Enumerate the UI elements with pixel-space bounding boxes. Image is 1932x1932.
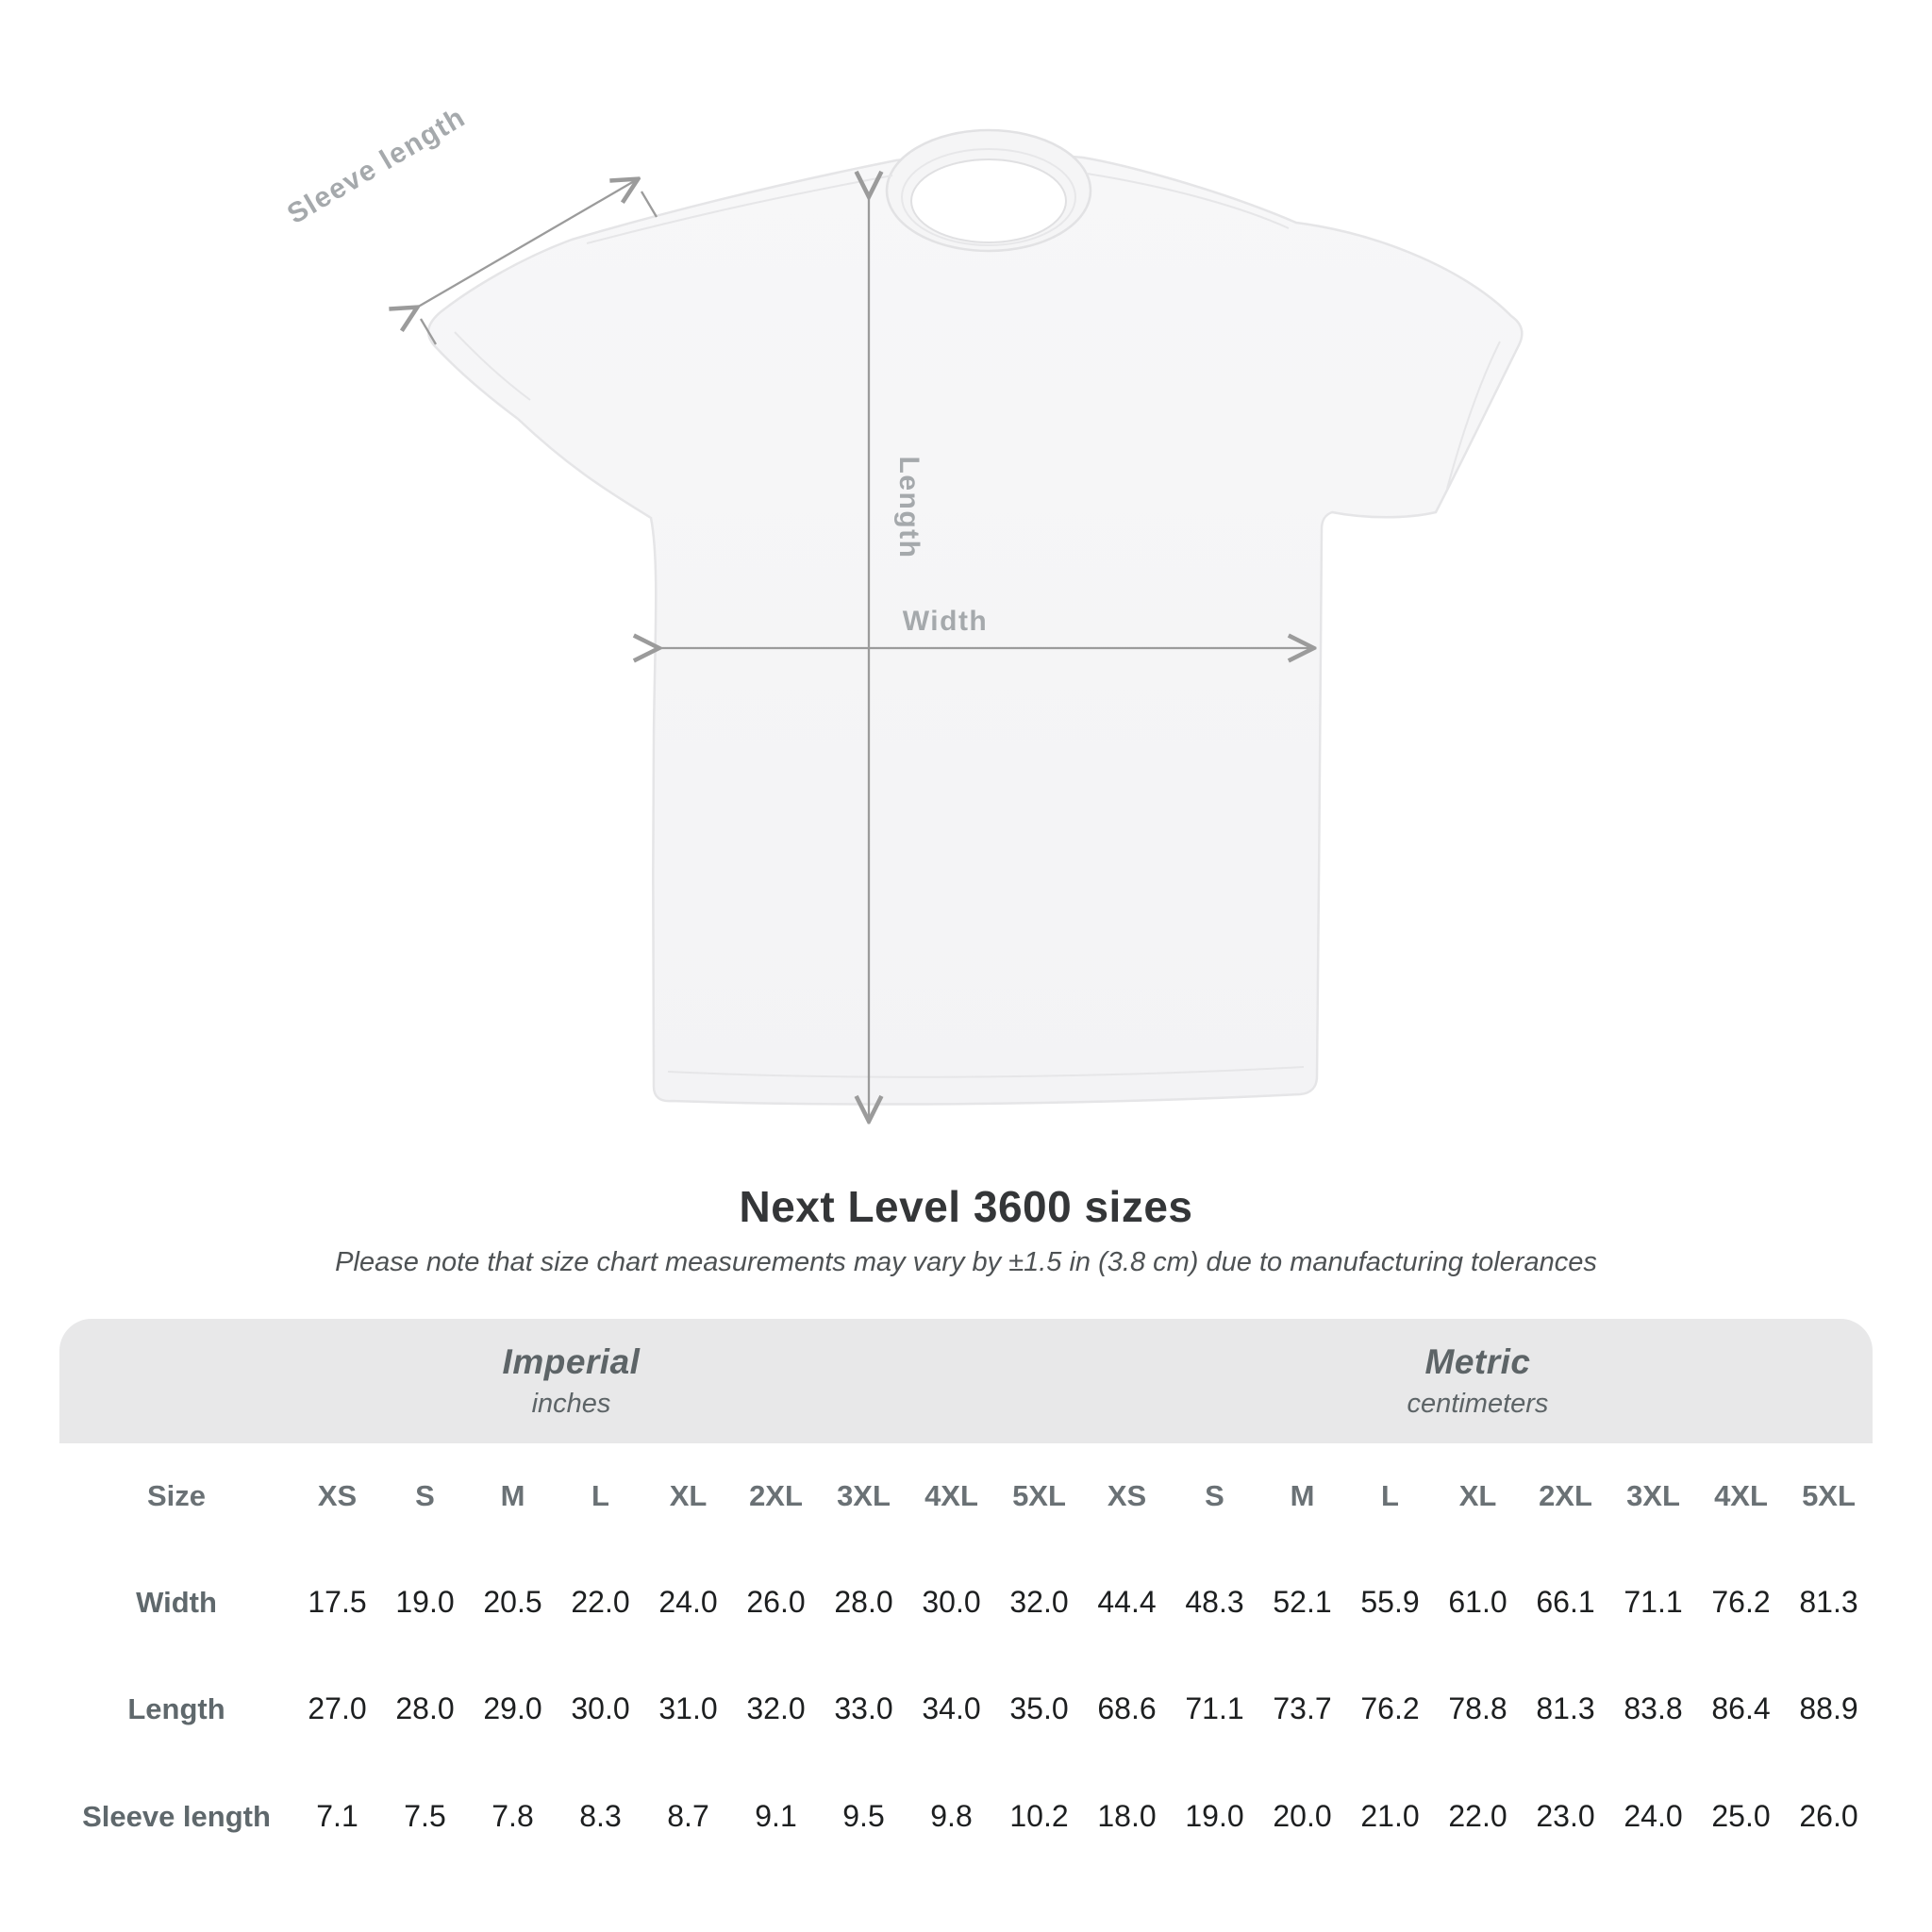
- table-value: 28.0: [395, 1691, 455, 1725]
- size-header-imperial-S: S: [381, 1443, 469, 1549]
- table-value: 18.0: [1097, 1799, 1157, 1833]
- table-value: 26.0: [1799, 1799, 1858, 1833]
- table-value: 29.0: [483, 1691, 542, 1725]
- size-header-imperial-M: M: [469, 1443, 557, 1549]
- tolerance-note: Please note that size chart measurements may vary by ±1.5 in (3.8 cm) due to manufacturing tolerances: [335, 1247, 1597, 1277]
- metric-unit: centimeters: [1407, 1389, 1549, 1419]
- size-header-metric-2XL: 2XL: [1522, 1443, 1609, 1549]
- table-value: 7.8: [491, 1799, 534, 1833]
- table-value: 9.1: [755, 1799, 797, 1833]
- unit-header-metric: [1083, 1319, 1873, 1443]
- table-value: 81.3: [1536, 1691, 1595, 1725]
- table-value: 35.0: [1009, 1691, 1069, 1725]
- row-label: Sleeve length: [82, 1799, 271, 1833]
- table-value: 32.0: [1009, 1585, 1069, 1619]
- size-header-metric-M: M: [1258, 1443, 1346, 1549]
- table-value: 31.0: [658, 1691, 718, 1725]
- size-header-metric-4XL: 4XL: [1697, 1443, 1785, 1549]
- table-value: 48.3: [1185, 1585, 1244, 1619]
- table-value: 71.1: [1185, 1691, 1244, 1725]
- table-value: 71.1: [1624, 1585, 1683, 1619]
- table-value: 26.0: [746, 1585, 806, 1619]
- table-value: 61.0: [1448, 1585, 1507, 1619]
- table-value: 8.7: [667, 1799, 709, 1833]
- table-value: 32.0: [746, 1691, 806, 1725]
- table-value: 27.0: [308, 1691, 367, 1725]
- table-value: 73.7: [1273, 1691, 1332, 1725]
- collar-hole: [911, 159, 1066, 242]
- table-value: 30.0: [922, 1585, 981, 1619]
- table-value: 30.0: [571, 1691, 630, 1725]
- size-header-metric-S: S: [1171, 1443, 1258, 1549]
- table-value: 76.2: [1360, 1691, 1420, 1725]
- size-header-metric-3XL: 3XL: [1609, 1443, 1697, 1549]
- table-value: 66.1: [1536, 1585, 1595, 1619]
- size-header-imperial-XL: XL: [644, 1443, 732, 1549]
- size-header-imperial-L: L: [557, 1443, 644, 1549]
- table-value: 55.9: [1360, 1585, 1420, 1619]
- table-value: 86.4: [1711, 1691, 1771, 1725]
- table-value: 9.8: [930, 1799, 973, 1833]
- sleeve-length-label: Sleeve length: [282, 101, 472, 231]
- table-value: 88.9: [1799, 1691, 1858, 1725]
- table-value: 7.5: [404, 1799, 446, 1833]
- table-value: 22.0: [1448, 1799, 1507, 1833]
- table-value: 44.4: [1097, 1585, 1157, 1619]
- table-value: 10.2: [1009, 1799, 1069, 1833]
- row-label: Width: [136, 1585, 217, 1619]
- table-value: 34.0: [922, 1691, 981, 1725]
- size-table: [59, 1319, 1873, 1871]
- table-value: 20.5: [483, 1585, 542, 1619]
- size-header-imperial-2XL: 2XL: [732, 1443, 820, 1549]
- length-label: Length: [893, 456, 924, 559]
- table-value: 83.8: [1624, 1691, 1683, 1725]
- table-value: 68.6: [1097, 1691, 1157, 1725]
- page-title: Next Level 3600 sizes: [739, 1182, 1193, 1231]
- table-value: 9.5: [842, 1799, 885, 1833]
- table-value: 76.2: [1711, 1585, 1771, 1619]
- size-header-imperial-4XL: 4XL: [908, 1443, 995, 1549]
- table-value: 78.8: [1448, 1691, 1507, 1725]
- row-label: Length: [127, 1691, 225, 1725]
- unit-header-imperial: [59, 1319, 1083, 1443]
- size-column-header: Size: [59, 1443, 293, 1549]
- table-value: 17.5: [308, 1585, 367, 1619]
- table-value: 28.0: [834, 1585, 893, 1619]
- table-value: 25.0: [1711, 1799, 1771, 1833]
- table-value: 7.1: [316, 1799, 358, 1833]
- imperial-unit: inches: [531, 1389, 611, 1419]
- table-value: 23.0: [1536, 1799, 1595, 1833]
- size-header-metric-XL: XL: [1434, 1443, 1522, 1549]
- table-value: 52.1: [1273, 1585, 1332, 1619]
- table-value: 19.0: [1185, 1799, 1244, 1833]
- table-value: 22.0: [571, 1585, 630, 1619]
- size-header-imperial-3XL: 3XL: [820, 1443, 908, 1549]
- table-value: 8.3: [579, 1799, 622, 1833]
- size-header-metric-XS: XS: [1083, 1443, 1171, 1549]
- table-value: 81.3: [1799, 1585, 1858, 1619]
- table-value: 21.0: [1360, 1799, 1420, 1833]
- size-header-metric-L: L: [1346, 1443, 1434, 1549]
- size-header-imperial-5XL: 5XL: [995, 1443, 1083, 1549]
- width-label: Width: [902, 606, 989, 637]
- table-value: 24.0: [658, 1585, 718, 1619]
- metric-title: Metric: [1424, 1342, 1531, 1381]
- table-value: 19.0: [395, 1585, 455, 1619]
- size-header-metric-5XL: 5XL: [1785, 1443, 1873, 1549]
- table-value: 24.0: [1624, 1799, 1683, 1833]
- table-value: 33.0: [834, 1691, 893, 1725]
- imperial-title: Imperial: [502, 1342, 641, 1381]
- table-value: 20.0: [1273, 1799, 1332, 1833]
- size-header-imperial-XS: XS: [293, 1443, 381, 1549]
